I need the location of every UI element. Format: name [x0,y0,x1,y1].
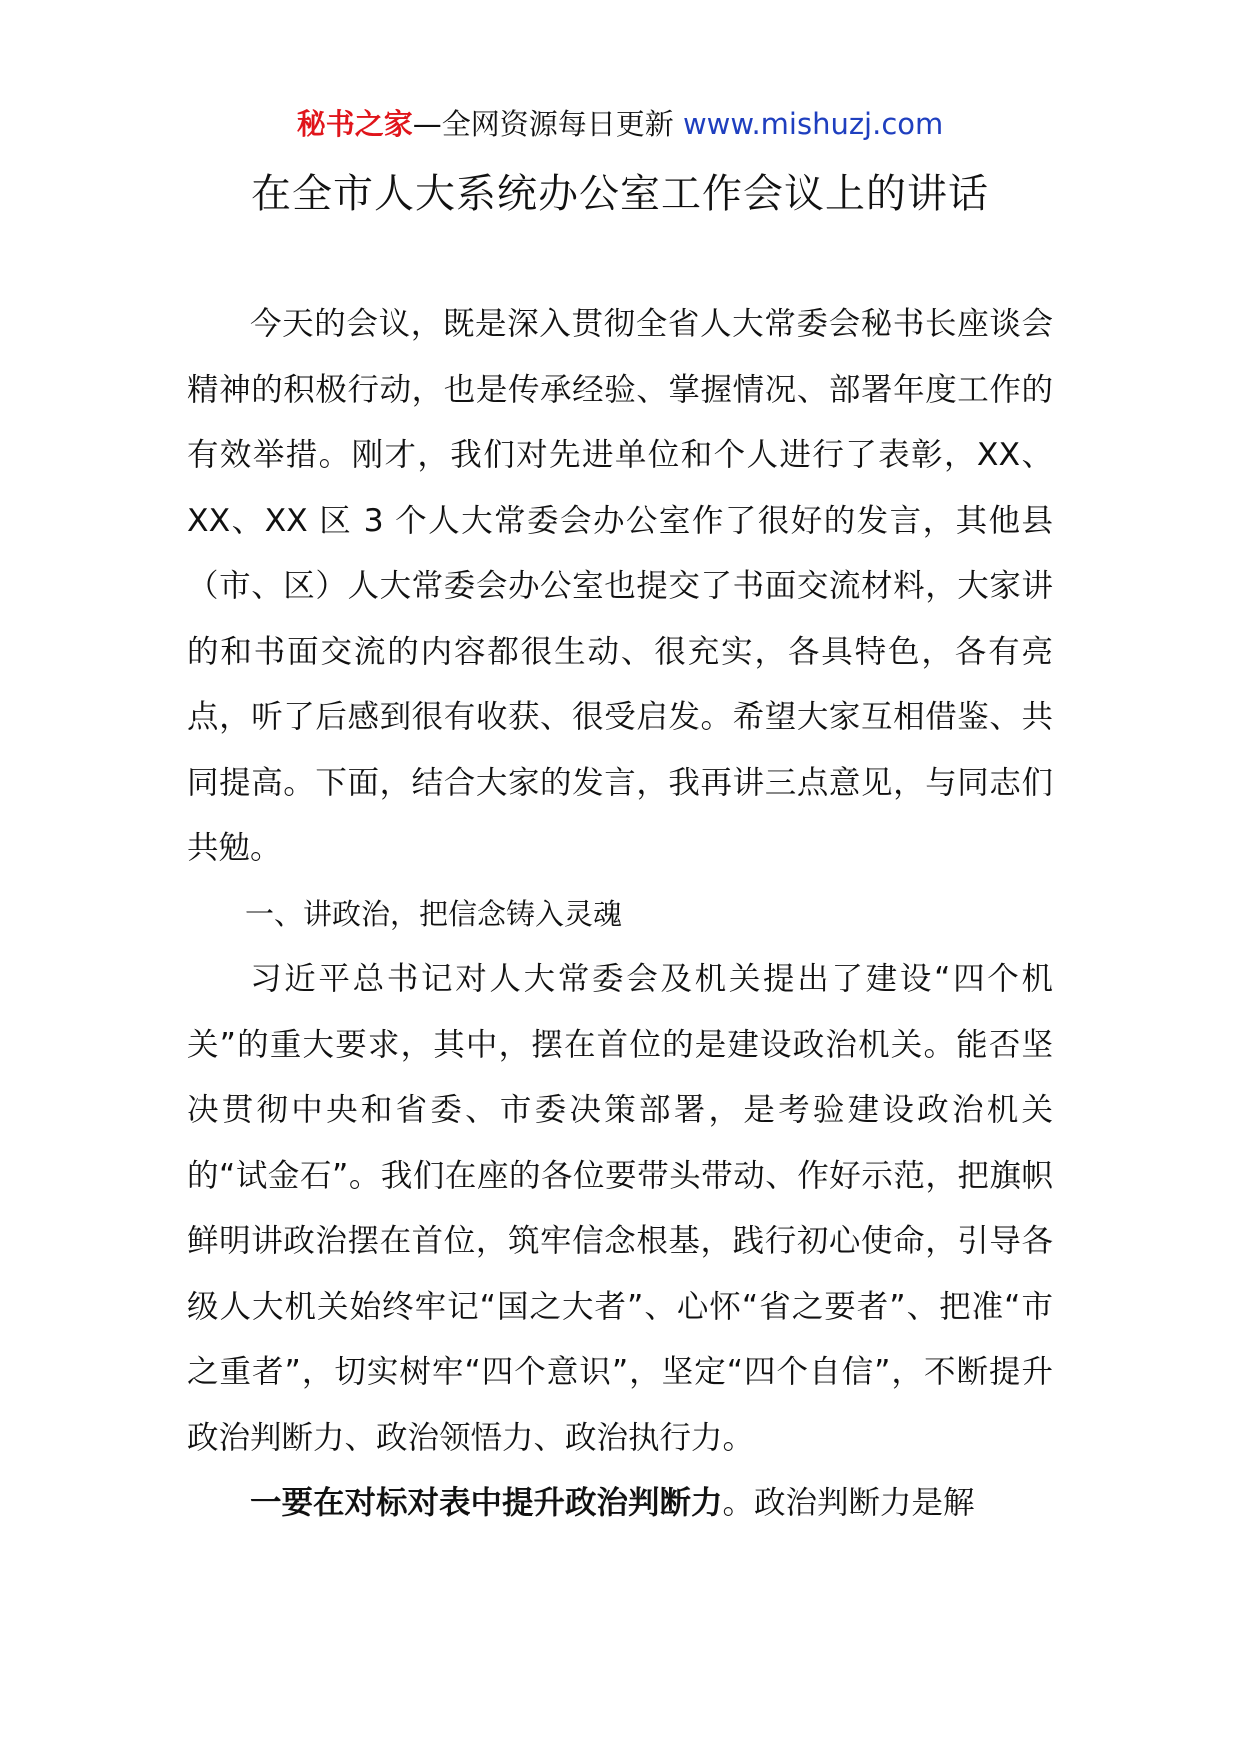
paragraph-bold-lead: 一要在对标对表中提升政治判断力 [250,1485,723,1521]
paragraph-politics: 习近平总书记对人大常委会及机关提出了建设“四个机关”的重大要求，其中，摆在首位的是建设政治机关。能否坚决贯彻中央和省委、市委决策部署，是考验建设政治机关的“试金石”。我们在座的各位要带头带动、作好示范，把旗帜鲜明讲政治摆在首位，筑牢信念根基，践行初心使命，引导各级人大机关始终牢记“国之大者”、心怀“省之要者”、把准“市之重者”，切实树牢“四个意识”，坚定“四个自信”，不断提升政治判断力、政治领悟力、政治执行力。 [187,961,1053,1456]
paragraph-intro: 今天的会议，既是深入贯彻全省人大常委会秘书长座谈会精神的积极行动，也是传承经验、掌握情况、部署年度工作的有效举措。刚才，我们对先进单位和个人进行了表彰，XX、XX、XX 区 3 个人大常委会办公室作了很好的发言，其他县（市、区）人大常委会办公室也提交了书面交流材料，大家讲的和书面交流的内容都很生动、很充实，各具特色，各有亮点，听了后感到很有收获、很受启发。希望大家互相借鉴、共同提高。下面，结合大家的发言，我再讲三点意见，与同志们共勉。 [187,306,1053,866]
site-brand: 秘书之家 [296,107,413,141]
site-tagline: —全网资源每日更新 [412,107,674,141]
site-url-link[interactable]: www.mishuzj.com [682,107,944,141]
document-body [187,292,1053,1537]
paragraph-judgment [187,1471,1053,1537]
paragraph-rest: 。政治判断力是解 [722,1485,975,1521]
section-heading-1: 一、讲政治，把信念铸入灵魂 [245,896,623,931]
document-title: 在全市人大系统办公室工作会议上的讲话 [251,171,989,217]
site-header [0,104,1240,144]
